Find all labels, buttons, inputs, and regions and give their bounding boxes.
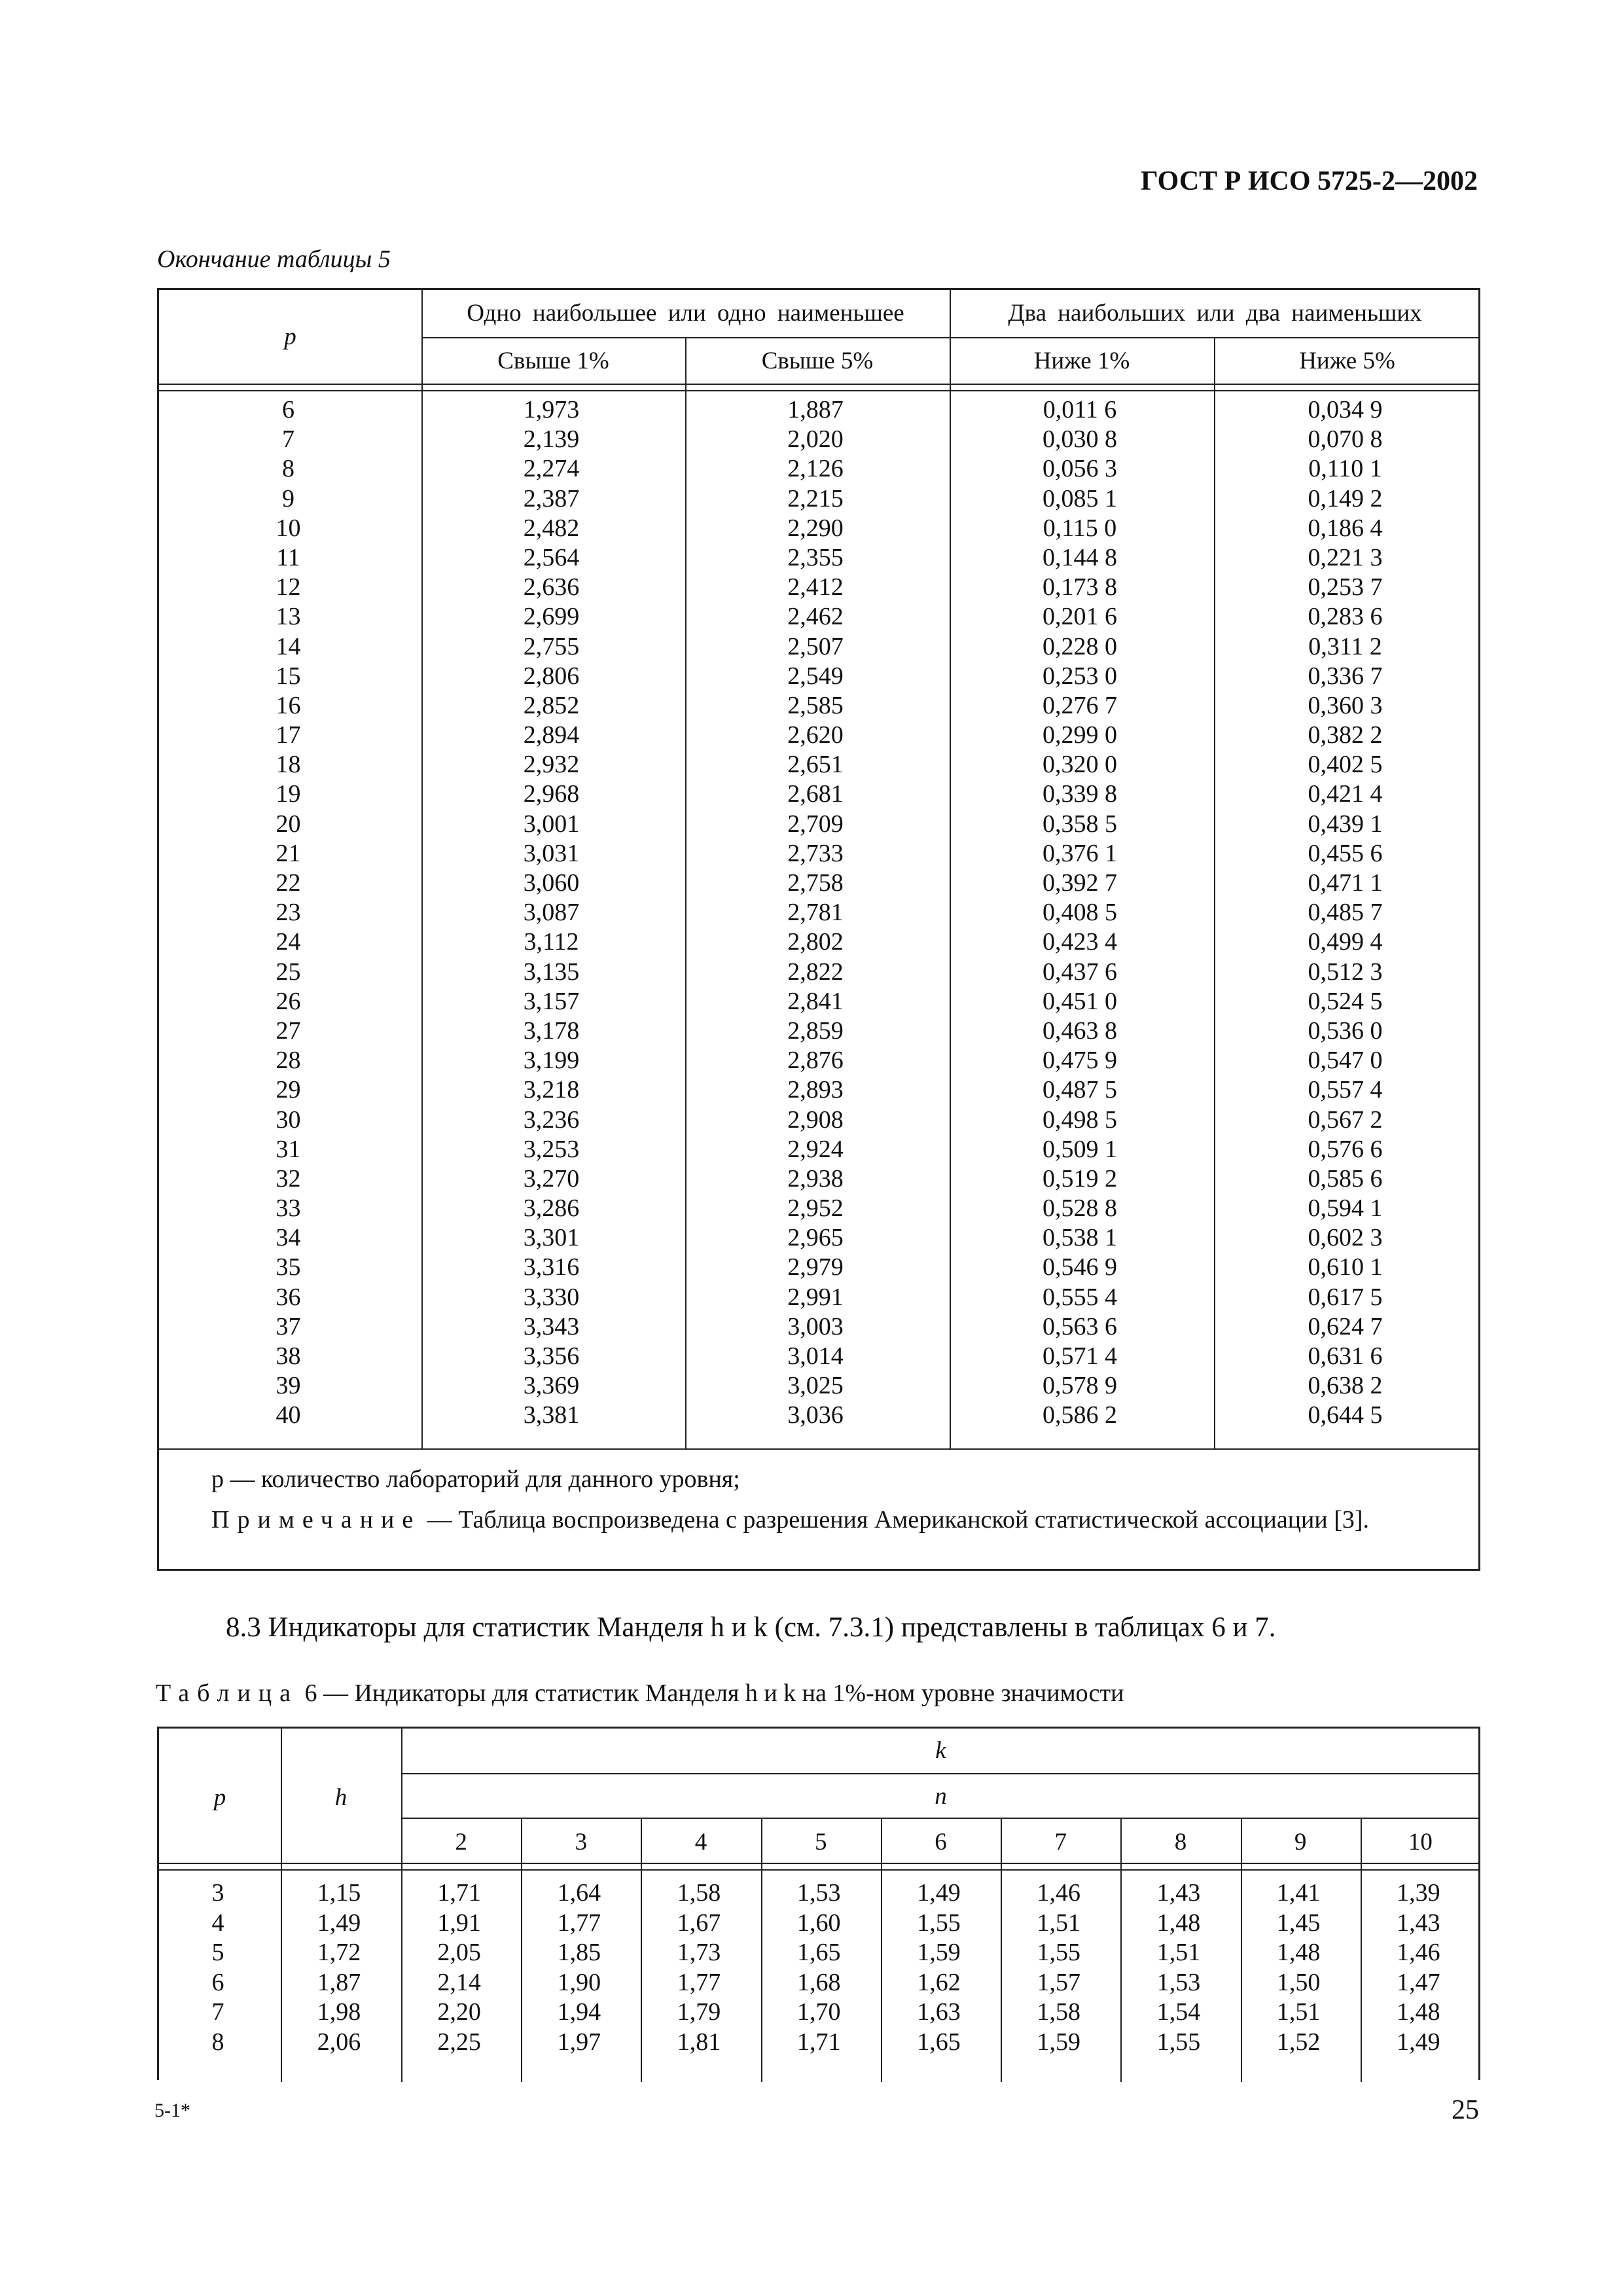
table6-k-cell: 2,25 bbox=[437, 2028, 481, 2056]
table5-below1-cell: 0,173 8 bbox=[1043, 573, 1117, 601]
table6-h-cell: 1,98 bbox=[317, 1998, 361, 2026]
table5-below5-cell: 0,512 3 bbox=[1308, 958, 1383, 986]
table6-k-cell: 1,94 bbox=[557, 1998, 601, 2026]
table5-above5-cell: 2,952 bbox=[787, 1194, 844, 1223]
table5-below1-cell: 0,056 3 bbox=[1043, 455, 1117, 483]
table5-below5-cell: 0,186 4 bbox=[1308, 514, 1383, 542]
table5-p-cell: 32 bbox=[276, 1164, 301, 1193]
table6-k-cell: 1,85 bbox=[557, 1939, 601, 1966]
table6-k-cell: 1,54 bbox=[1156, 1998, 1201, 2026]
table5-below1-cell: 0,509 1 bbox=[1043, 1135, 1117, 1163]
table5-below1-cell: 0,392 7 bbox=[1043, 869, 1117, 897]
table6-k-cell: 1,52 bbox=[1276, 2028, 1321, 2056]
table5-above5-cell: 2,651 bbox=[787, 751, 844, 779]
table5-below1-cell: 0,463 8 bbox=[1043, 1016, 1117, 1045]
table5-above5-cell: 2,859 bbox=[787, 1016, 844, 1045]
table5-above1-cell: 3,286 bbox=[523, 1194, 580, 1223]
table5-above1-cell: 2,387 bbox=[523, 484, 580, 512]
table6-k-cell: 2,20 bbox=[437, 1998, 481, 2026]
table5-above1-cell: 3,369 bbox=[523, 1372, 580, 1400]
table6-k-cell: 1,77 bbox=[677, 1968, 721, 1996]
table5-above5-cell: 2,020 bbox=[787, 425, 844, 454]
table6-k-cell: 1,60 bbox=[797, 1909, 841, 1937]
table5-below1-cell: 0,563 6 bbox=[1043, 1312, 1117, 1340]
table6-k-cell: 1,62 bbox=[917, 1968, 961, 1996]
table6-k-cell: 2,14 bbox=[437, 1968, 481, 1996]
table6-k-cell: 1,48 bbox=[1276, 1939, 1321, 1966]
table5-above1-cell: 3,135 bbox=[523, 958, 580, 986]
document-header: ГОСТ Р ИСО 5725-2—2002 bbox=[1140, 166, 1478, 196]
table5-above1-cell: 3,343 bbox=[523, 1312, 580, 1340]
table6-header-p: p bbox=[213, 1784, 226, 1811]
table5-subheader: Свыше 5% bbox=[761, 348, 874, 374]
table5-above5-cell: 2,215 bbox=[787, 484, 844, 512]
table5-p-cell: 19 bbox=[276, 780, 301, 808]
table5-below5-cell: 0,360 3 bbox=[1308, 691, 1383, 719]
table5-subheader: Ниже 1% bbox=[1033, 348, 1130, 374]
table6-k-cell: 1,49 bbox=[917, 1879, 961, 1907]
table6-k-cell: 1,48 bbox=[1156, 1909, 1201, 1937]
table6-k-cell: 1,47 bbox=[1397, 1968, 1440, 1996]
table5-below1-cell: 0,586 2 bbox=[1043, 1401, 1117, 1429]
table5-p-cell: 28 bbox=[276, 1047, 301, 1075]
table6-header-h: h bbox=[334, 1784, 348, 1811]
table5-below5-cell: 0,524 5 bbox=[1308, 987, 1383, 1015]
table5-below1-cell: 0,475 9 bbox=[1043, 1047, 1117, 1075]
table6-p-cell: 7 bbox=[211, 1998, 224, 2026]
table5-note-label: Примечание bbox=[211, 1506, 421, 1534]
table5-p-cell: 11 bbox=[276, 543, 300, 571]
table5-below5-cell: 0,585 6 bbox=[1308, 1164, 1383, 1193]
table6-k-cell: 1,91 bbox=[437, 1909, 481, 1937]
table5-below5-cell: 0,499 4 bbox=[1308, 928, 1383, 956]
table5-above5-cell: 2,876 bbox=[787, 1047, 844, 1075]
table6-k-cell: 1,51 bbox=[1276, 1998, 1321, 2026]
table6-caption-text: 6 — Индикаторы для статистик Манделя h и k на 1%-ном уровне значимости bbox=[304, 1679, 1124, 1707]
table6-k-cell: 1,46 bbox=[1397, 1939, 1440, 1966]
table5-above1-cell: 2,482 bbox=[523, 514, 580, 542]
table5-p-cell: 18 bbox=[276, 751, 301, 779]
table5-above5-cell: 2,733 bbox=[787, 839, 844, 867]
table6-k-cell: 1,77 bbox=[557, 1909, 601, 1937]
table6-k-cell: 1,43 bbox=[1156, 1879, 1201, 1907]
table6-k-cell: 1,59 bbox=[1037, 2028, 1080, 2056]
table5-below5-cell: 0,402 5 bbox=[1308, 751, 1383, 779]
table5-below1-cell: 0,451 0 bbox=[1043, 987, 1117, 1015]
table5-p-cell: 25 bbox=[276, 958, 301, 986]
table5-below5-cell: 0,610 1 bbox=[1308, 1253, 1383, 1282]
table5-below5-cell: 0,382 2 bbox=[1308, 721, 1383, 749]
table5-above1-cell: 2,564 bbox=[523, 543, 580, 571]
table6-caption-label: Таблица bbox=[156, 1679, 299, 1707]
table5-below1-cell: 0,408 5 bbox=[1043, 899, 1117, 927]
table5-below1-cell: 0,253 0 bbox=[1043, 662, 1117, 690]
table6-k-cell: 1,53 bbox=[1156, 1968, 1201, 1996]
table5-below5-cell: 0,557 4 bbox=[1308, 1076, 1383, 1104]
table6-n-value: 3 bbox=[575, 1829, 588, 1856]
table5-p-cell: 22 bbox=[276, 869, 301, 897]
table5-above1-cell: 3,330 bbox=[523, 1283, 580, 1311]
table5-p-cell: 37 bbox=[276, 1312, 301, 1340]
table5-below1-cell: 0,011 6 bbox=[1043, 396, 1117, 423]
table5-above5-cell: 2,709 bbox=[787, 810, 844, 838]
table5-above5-cell: 2,781 bbox=[787, 899, 844, 927]
table5-above1-cell: 2,806 bbox=[523, 662, 580, 690]
table6-hline bbox=[159, 1863, 1480, 1864]
table5-below5-cell: 0,421 4 bbox=[1308, 780, 1383, 808]
table6-hline bbox=[401, 1818, 1480, 1819]
table5-above1-cell: 3,199 bbox=[523, 1047, 580, 1075]
table5-p-cell: 17 bbox=[276, 721, 301, 749]
table5-below5-cell: 0,485 7 bbox=[1308, 899, 1383, 927]
table5-above5-cell: 2,991 bbox=[787, 1283, 844, 1311]
table5-below1-cell: 0,546 9 bbox=[1043, 1253, 1117, 1282]
table5-column-above1 bbox=[419, 395, 683, 1431]
table6-p-cell: 8 bbox=[211, 2028, 224, 2056]
table5-below5-cell: 0,594 1 bbox=[1308, 1194, 1383, 1223]
table5-below1-cell: 0,339 8 bbox=[1043, 780, 1117, 808]
table5-above1-cell: 2,274 bbox=[523, 455, 580, 483]
table5-above1-cell: 1,973 bbox=[523, 396, 580, 423]
table5-above5-cell: 2,290 bbox=[787, 514, 844, 542]
table6-p-cell: 5 bbox=[211, 1939, 224, 1966]
table5-below1-cell: 0,030 8 bbox=[1043, 425, 1117, 454]
table5-p-cell: 10 bbox=[276, 514, 301, 542]
table6-header-n: n bbox=[935, 1783, 947, 1810]
table6-k-cell: 1,58 bbox=[1037, 1998, 1080, 2026]
table5-subheader: Ниже 5% bbox=[1299, 348, 1395, 374]
table5-above5-cell: 3,014 bbox=[787, 1342, 844, 1370]
table5-above1-cell: 3,157 bbox=[523, 987, 580, 1015]
table6-n-value: 10 bbox=[1408, 1829, 1433, 1856]
table6-k-cell: 1,63 bbox=[917, 1998, 961, 2026]
table5-column-below5 bbox=[1212, 395, 1478, 1431]
table5-below1-cell: 0,487 5 bbox=[1043, 1076, 1117, 1104]
table5-below5-cell: 0,439 1 bbox=[1308, 810, 1383, 838]
table5-below1-cell: 0,228 0 bbox=[1043, 632, 1117, 660]
table5-note-text: — Таблица воспроизведена с разрешения Американской статистической ассоциации [3]. bbox=[427, 1506, 1370, 1534]
table5-above1-cell: 3,060 bbox=[523, 869, 580, 897]
table5-above5-cell: 2,462 bbox=[787, 603, 844, 631]
table5-below1-cell: 0,276 7 bbox=[1043, 691, 1117, 719]
table5-p-cell: 7 bbox=[282, 425, 294, 454]
table5-note bbox=[211, 1499, 1448, 1540]
table5-p-cell: 33 bbox=[276, 1194, 301, 1223]
table5-p-cell: 29 bbox=[276, 1076, 301, 1104]
table5-above1-cell: 3,356 bbox=[523, 1342, 580, 1370]
table5-p-cell: 24 bbox=[276, 928, 301, 956]
table5-below1-cell: 0,423 4 bbox=[1043, 928, 1117, 956]
table5-below5-cell: 0,336 7 bbox=[1308, 662, 1383, 690]
table6-k-cell: 1,55 bbox=[917, 1909, 961, 1937]
table6-k-cell: 1,59 bbox=[917, 1939, 961, 1966]
table6-k-cell: 1,39 bbox=[1397, 1879, 1440, 1907]
table6-k-cell: 1,49 bbox=[1397, 2028, 1440, 2056]
table6-n-value: 2 bbox=[455, 1829, 467, 1856]
table5-above5-cell: 2,355 bbox=[787, 543, 844, 571]
table5-p-cell: 13 bbox=[276, 603, 301, 631]
table5-above1-cell: 2,755 bbox=[523, 632, 580, 660]
footer-sheet-mark: 5-1* bbox=[154, 2100, 190, 2121]
table6-k-cell: 1,41 bbox=[1276, 1879, 1321, 1907]
table5-below1-cell: 0,376 1 bbox=[1043, 839, 1117, 867]
paragraph-8-3: 8.3 Индикаторы для статистик Манделя h и k (см. 7.3.1) представлены в таблицах 6 и 7. bbox=[226, 1612, 1276, 1643]
table5-above5-cell: 3,025 bbox=[787, 1372, 844, 1400]
table5-below5-cell: 0,631 6 bbox=[1308, 1342, 1383, 1370]
table5-above5-cell: 2,841 bbox=[787, 987, 844, 1015]
table5-below5-cell: 0,536 0 bbox=[1308, 1016, 1383, 1045]
table6-h-cell: 1,49 bbox=[317, 1909, 361, 1937]
table5-below1-cell: 0,571 4 bbox=[1043, 1342, 1117, 1370]
table5-p-cell: 26 bbox=[276, 987, 301, 1015]
table5-above5-cell: 1,887 bbox=[787, 396, 844, 423]
table5-p-cell: 36 bbox=[276, 1283, 301, 1311]
table6-h-cell: 1,15 bbox=[317, 1879, 361, 1907]
table6-k-cell: 1,65 bbox=[797, 1939, 841, 1966]
table5-above1-cell: 2,699 bbox=[523, 603, 580, 631]
table5-above1-cell: 3,031 bbox=[523, 839, 580, 867]
table5-caption: Окончание таблицы 5 bbox=[157, 245, 391, 273]
table5-below5-cell: 0,110 1 bbox=[1308, 455, 1382, 483]
table5-above5-cell: 2,979 bbox=[787, 1253, 844, 1282]
table6-k-cell: 1,81 bbox=[677, 2028, 721, 2056]
table5-p-cell: 20 bbox=[276, 810, 301, 838]
table5-above1-cell: 2,968 bbox=[523, 780, 580, 808]
table6-k-cell: 1,73 bbox=[677, 1939, 721, 1966]
table5-below1-cell: 0,578 9 bbox=[1043, 1372, 1117, 1400]
table5-column-above5 bbox=[683, 395, 948, 1431]
table5-below5-cell: 0,455 6 bbox=[1308, 839, 1383, 867]
table5-p-cell: 8 bbox=[282, 455, 294, 483]
table5-above5-cell: 2,585 bbox=[787, 691, 844, 719]
table5-below5-cell: 0,617 5 bbox=[1308, 1283, 1383, 1311]
table5-p-cell: 16 bbox=[276, 691, 301, 719]
table5-header-group1: Одно наибольшее или одно наименьшее bbox=[467, 300, 904, 327]
table5-above1-cell: 3,236 bbox=[523, 1105, 580, 1134]
table6-h-cell: 2,06 bbox=[317, 2028, 361, 2056]
table6-k-cell: 1,53 bbox=[797, 1879, 841, 1907]
table5-above5-cell: 2,893 bbox=[787, 1076, 844, 1104]
table6-k-cell: 1,71 bbox=[797, 2028, 841, 2056]
table5-above1-cell: 3,001 bbox=[523, 810, 580, 838]
table5-header-p: p bbox=[284, 323, 296, 350]
table5-below5-cell: 0,624 7 bbox=[1308, 1312, 1383, 1340]
table5-column-below1 bbox=[948, 395, 1212, 1431]
table5-p-cell: 30 bbox=[276, 1105, 301, 1134]
table5-below5-cell: 0,638 2 bbox=[1308, 1372, 1383, 1400]
table5-above5-cell: 2,924 bbox=[787, 1135, 844, 1163]
table5-below5-cell: 0,070 8 bbox=[1308, 425, 1383, 454]
table6-k-cell: 1,65 bbox=[917, 2028, 961, 2056]
table5-p-cell: 14 bbox=[276, 632, 301, 660]
table6-p-cell: 4 bbox=[211, 1909, 224, 1937]
table5-below1-cell: 0,115 0 bbox=[1043, 514, 1117, 542]
table6-k-cell: 1,79 bbox=[677, 1998, 721, 2026]
table5-above5-cell: 2,549 bbox=[787, 662, 844, 690]
table5-above5-cell: 2,412 bbox=[787, 573, 844, 601]
table5-above1-cell: 3,087 bbox=[523, 899, 580, 927]
table6-header-k: k bbox=[935, 1737, 946, 1764]
table5-below1-cell: 0,498 5 bbox=[1043, 1105, 1117, 1134]
table5-p-cell: 38 bbox=[276, 1342, 301, 1370]
table5-above5-cell: 3,036 bbox=[787, 1401, 844, 1429]
table5-p-cell: 15 bbox=[276, 662, 301, 690]
table5-subheader: Свыше 1% bbox=[497, 348, 609, 374]
table5-p-cell: 35 bbox=[276, 1253, 301, 1282]
table5-p-cell: 9 bbox=[282, 484, 294, 512]
table6-k-cell: 1,55 bbox=[1037, 1939, 1080, 1966]
table5-above1-cell: 2,139 bbox=[523, 425, 580, 454]
table5-above1-cell: 2,852 bbox=[523, 691, 580, 719]
table5-above1-cell: 2,932 bbox=[523, 751, 580, 779]
table5-hline bbox=[159, 384, 1480, 385]
table6-k-cell: 1,55 bbox=[1156, 2028, 1201, 2056]
table5-p-cell: 21 bbox=[276, 839, 301, 867]
table5-below1-cell: 0,201 6 bbox=[1043, 603, 1117, 631]
table6-n-value: 9 bbox=[1294, 1829, 1307, 1856]
table5-p-cell: 40 bbox=[276, 1401, 301, 1429]
table5-hline bbox=[159, 390, 1480, 391]
table5-below5-cell: 0,547 0 bbox=[1308, 1047, 1383, 1075]
table6-k-cell: 1,48 bbox=[1397, 1998, 1440, 2026]
table5-above1-cell: 3,301 bbox=[523, 1224, 580, 1252]
table5-above1-cell: 2,636 bbox=[523, 573, 580, 601]
table6-n-value: 7 bbox=[1054, 1829, 1067, 1856]
table5-above5-cell: 2,681 bbox=[787, 780, 844, 808]
table6-k-cell: 1,71 bbox=[437, 1879, 481, 1907]
table5-below1-cell: 0,358 5 bbox=[1043, 810, 1117, 838]
table5-above1-cell: 3,316 bbox=[523, 1253, 580, 1282]
table6-k-cell: 2,05 bbox=[437, 1939, 481, 1966]
table6-k-cell: 1,97 bbox=[557, 2028, 601, 2056]
table5-hline bbox=[421, 337, 1480, 338]
table6-k-cell: 1,90 bbox=[557, 1968, 601, 1996]
table5-below5-cell: 0,576 6 bbox=[1308, 1135, 1383, 1163]
page-number: 25 bbox=[1452, 2095, 1479, 2125]
table5-below1-cell: 0,299 0 bbox=[1043, 721, 1117, 749]
table5-above5-cell: 2,938 bbox=[787, 1164, 844, 1193]
table6-hline bbox=[159, 1869, 1480, 1871]
table6-k-cell: 1,46 bbox=[1037, 1879, 1080, 1907]
table6-p-cell: 3 bbox=[211, 1879, 224, 1907]
table5-hline bbox=[159, 1448, 1480, 1450]
table5-p-cell: 12 bbox=[276, 573, 301, 601]
table5-below5-cell: 0,311 2 bbox=[1308, 632, 1382, 660]
table6-k-cell: 1,57 bbox=[1037, 1968, 1080, 1996]
table5-below5-cell: 0,034 9 bbox=[1308, 396, 1383, 423]
table5-below1-cell: 0,528 8 bbox=[1043, 1194, 1117, 1223]
table5-p-cell: 34 bbox=[276, 1224, 301, 1252]
table5-p-cell: 6 bbox=[282, 396, 294, 423]
table5-below5-cell: 0,221 3 bbox=[1308, 543, 1383, 571]
table5-above5-cell: 2,965 bbox=[787, 1224, 844, 1252]
table6-k-cell: 1,58 bbox=[677, 1879, 721, 1907]
table5-below5-cell: 0,602 3 bbox=[1308, 1224, 1383, 1252]
table5-column-p bbox=[157, 395, 419, 1431]
table6-k-cell: 1,51 bbox=[1037, 1909, 1080, 1937]
table5-p-cell: 31 bbox=[276, 1135, 301, 1163]
table6-k-cell: 1,51 bbox=[1156, 1939, 1201, 1966]
table5-below5-cell: 0,644 5 bbox=[1308, 1401, 1383, 1429]
table5-above1-cell: 3,381 bbox=[523, 1401, 580, 1429]
table5-below1-cell: 0,538 1 bbox=[1043, 1224, 1117, 1252]
table5-above1-cell: 2,894 bbox=[523, 721, 580, 749]
table6-k-cell: 1,67 bbox=[677, 1909, 721, 1937]
table6-k-cell: 1,64 bbox=[557, 1879, 601, 1907]
table5-above5-cell: 2,507 bbox=[787, 632, 844, 660]
table5-above5-cell: 2,126 bbox=[787, 455, 844, 483]
table5-above5-cell: 2,908 bbox=[787, 1105, 844, 1134]
table5-above5-cell: 2,802 bbox=[787, 928, 844, 956]
table5-p-cell: 27 bbox=[276, 1016, 301, 1045]
table6-k-cell: 1,50 bbox=[1276, 1968, 1321, 1996]
table6-k-cell: 1,68 bbox=[797, 1968, 841, 1996]
table6-k-cell: 1,70 bbox=[797, 1998, 841, 2026]
table6-h-cell: 1,87 bbox=[317, 1968, 361, 1996]
table6-p-cell: 6 bbox=[211, 1968, 224, 1996]
table5-above5-cell: 2,620 bbox=[787, 721, 844, 749]
table6-k-cell: 1,43 bbox=[1397, 1909, 1440, 1937]
table5-above1-cell: 3,218 bbox=[523, 1076, 580, 1104]
table6-n-value: 5 bbox=[815, 1829, 827, 1856]
table6-k-cell: 1,45 bbox=[1276, 1909, 1321, 1937]
table5-above1-cell: 3,270 bbox=[523, 1164, 580, 1193]
table5-below1-cell: 0,519 2 bbox=[1043, 1164, 1117, 1193]
table5-above1-cell: 3,253 bbox=[523, 1135, 580, 1163]
table5-above5-cell: 3,003 bbox=[787, 1312, 844, 1340]
table5-below5-cell: 0,149 2 bbox=[1308, 484, 1383, 512]
table5-below5-cell: 0,253 7 bbox=[1308, 573, 1383, 601]
table5-above5-cell: 2,758 bbox=[787, 869, 844, 897]
table6-caption bbox=[156, 1679, 1124, 1708]
table5-above1-cell: 3,112 bbox=[524, 928, 579, 956]
table5-below5-cell: 0,567 2 bbox=[1308, 1105, 1383, 1134]
table5-below1-cell: 0,144 8 bbox=[1043, 543, 1117, 571]
table5-below1-cell: 0,437 6 bbox=[1043, 958, 1117, 986]
table5-p-cell: 39 bbox=[276, 1372, 301, 1400]
table5-above5-cell: 2,822 bbox=[787, 958, 844, 986]
table5-below1-cell: 0,085 1 bbox=[1043, 484, 1117, 512]
table5-header-group2: Два наибольших или два наименьших bbox=[1008, 300, 1422, 327]
table6-n-value: 6 bbox=[935, 1829, 947, 1856]
table5-below1-cell: 0,555 4 bbox=[1043, 1283, 1117, 1311]
table6-hline bbox=[401, 1773, 1480, 1774]
table6-n-value: 8 bbox=[1174, 1829, 1187, 1856]
table5-above1-cell: 3,178 bbox=[523, 1016, 580, 1045]
table5-note-p: p — количество лабораторий для данного уровня; bbox=[211, 1465, 740, 1493]
table5-below1-cell: 0,320 0 bbox=[1043, 751, 1117, 779]
table5-below5-cell: 0,471 1 bbox=[1308, 869, 1383, 897]
table6-h-cell: 1,72 bbox=[317, 1939, 361, 1966]
table5-p-cell: 23 bbox=[276, 899, 301, 927]
table5-below5-cell: 0,283 6 bbox=[1308, 603, 1383, 631]
table6-n-value: 4 bbox=[694, 1829, 707, 1856]
